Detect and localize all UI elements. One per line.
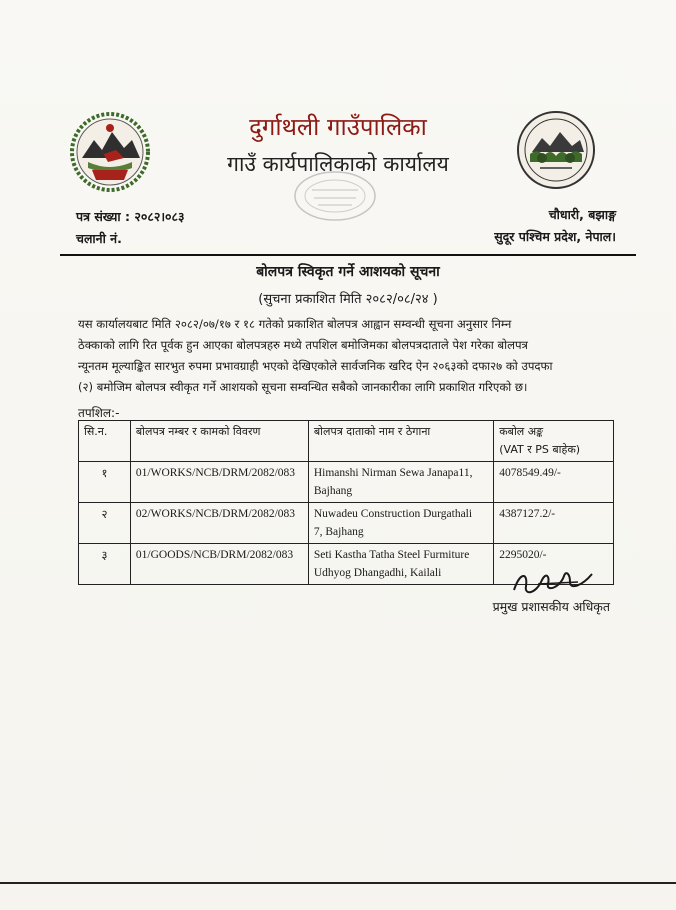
table-header-row	[79, 421, 614, 462]
bidder-name: Seti Kastha Tatha Steel Furmiture	[313, 549, 470, 561]
letter-number	[76, 206, 185, 228]
row-bidder	[308, 503, 493, 544]
header-amount-line-1: कबोल अङ्क	[499, 425, 544, 438]
notice-title: बोलपत्र स्विकृत गर्ने आशयको सूचना	[256, 264, 440, 280]
row-contract: 01/GOODS/NCB/DRM/2082/083	[130, 544, 308, 585]
signatory-designation: प्रमुख प्रशासकीय अधिकृत	[492, 599, 610, 614]
header-contract: बोलपत्र नम्बर र कामको विवरण	[130, 421, 308, 462]
row-bidder	[308, 462, 493, 503]
header-sn: सि.न.	[79, 421, 131, 462]
table-row	[79, 462, 614, 503]
table-row	[79, 503, 614, 544]
header-divider	[60, 254, 636, 256]
location-line-1: चौधारी, बझाङ्ग	[548, 207, 616, 222]
notice-published-date: (सुचना प्रकाशित मिति २०८२/०८/२४ )	[258, 292, 438, 307]
row-sn: २	[79, 503, 131, 544]
footer-divider	[0, 882, 676, 884]
header-amount	[494, 421, 614, 462]
bidder-name: Nuwadeu Construction Durgathali	[313, 508, 473, 520]
letter-no-label: पत्र संख्या :	[76, 209, 130, 224]
municipality-logo-icon	[514, 108, 598, 192]
row-contract: 01/WORKS/NCB/DRM/2082/083	[130, 462, 308, 503]
letter-meta	[76, 206, 185, 250]
office-subtitle: गाउँ कार्यपालिकाको कार्यालय	[227, 152, 449, 176]
dispatch-number: चलानी नं.	[76, 231, 122, 246]
notice-body	[78, 314, 614, 398]
office-location	[470, 204, 616, 248]
row-sn: १	[79, 462, 131, 503]
bidder-address: Bajhang	[313, 485, 353, 497]
notice-body-line: यस कार्यालयबाट मिति २०८२/०७/१७ र १८ गतेको प्रकाशित बोलपत्र आह्वान सम्वन्धी सूचना अनुसार निम्न	[78, 317, 512, 331]
notice-body-line: (२) बमोजिम बोलपत्र स्वीकृत गर्ने आशयको सूचना सम्वन्धित सबैको जानकारीका लागि प्रकाशित गरिएको छ।	[78, 380, 528, 394]
row-amount: 4078549.49/-	[494, 462, 614, 503]
bidder-address: Udhyog Dhangadhi, Kailali	[313, 567, 442, 579]
letter-no-value: २०८२।०८३	[134, 209, 185, 224]
signature-icon	[508, 566, 598, 600]
row-contract: 02/WORKS/NCB/DRM/2082/083	[130, 503, 308, 544]
bidder-address: 7, Bajhang	[313, 526, 364, 538]
office-name: दुर्गाथली गाउँपालिका	[249, 113, 427, 141]
office-stamp-icon	[290, 168, 380, 224]
location-line-2: सुदूर पश्चिम प्रदेश, नेपाल।	[494, 229, 616, 244]
row-sn: ३	[79, 544, 131, 585]
row-amount: 4387127.2/-	[494, 503, 614, 544]
details-label: तपशिल:-	[78, 406, 120, 420]
notice-body-line: ठेक्काको लागि रित पूर्वक हुन आएका बोलपत्रहरु मध्ये तपशिल बमोजिमका बोलपत्रदाताले पेश गरेका बोलपत्र	[78, 338, 528, 352]
header-amount-line-2: (VAT र PS बाहेक)	[499, 443, 581, 456]
header-bidder: बोलपत्र दाताको नाम र ठेगाना	[308, 421, 493, 462]
row-amount: 2295020/-	[494, 544, 614, 585]
row-bidder	[308, 544, 493, 585]
bids-table	[78, 420, 614, 585]
nepal-emblem-icon	[68, 110, 152, 194]
bidder-name: Himanshi Nirman Sewa Janapa11,	[313, 467, 473, 479]
notice-body-line: न्यूनतम मूल्याङ्कित सारभुत रुपमा प्रभावग्राही भएको देखिएकोले सार्वजनिक खरिद ऐन २०६३को दफा२७ को उपदफा	[78, 359, 553, 373]
